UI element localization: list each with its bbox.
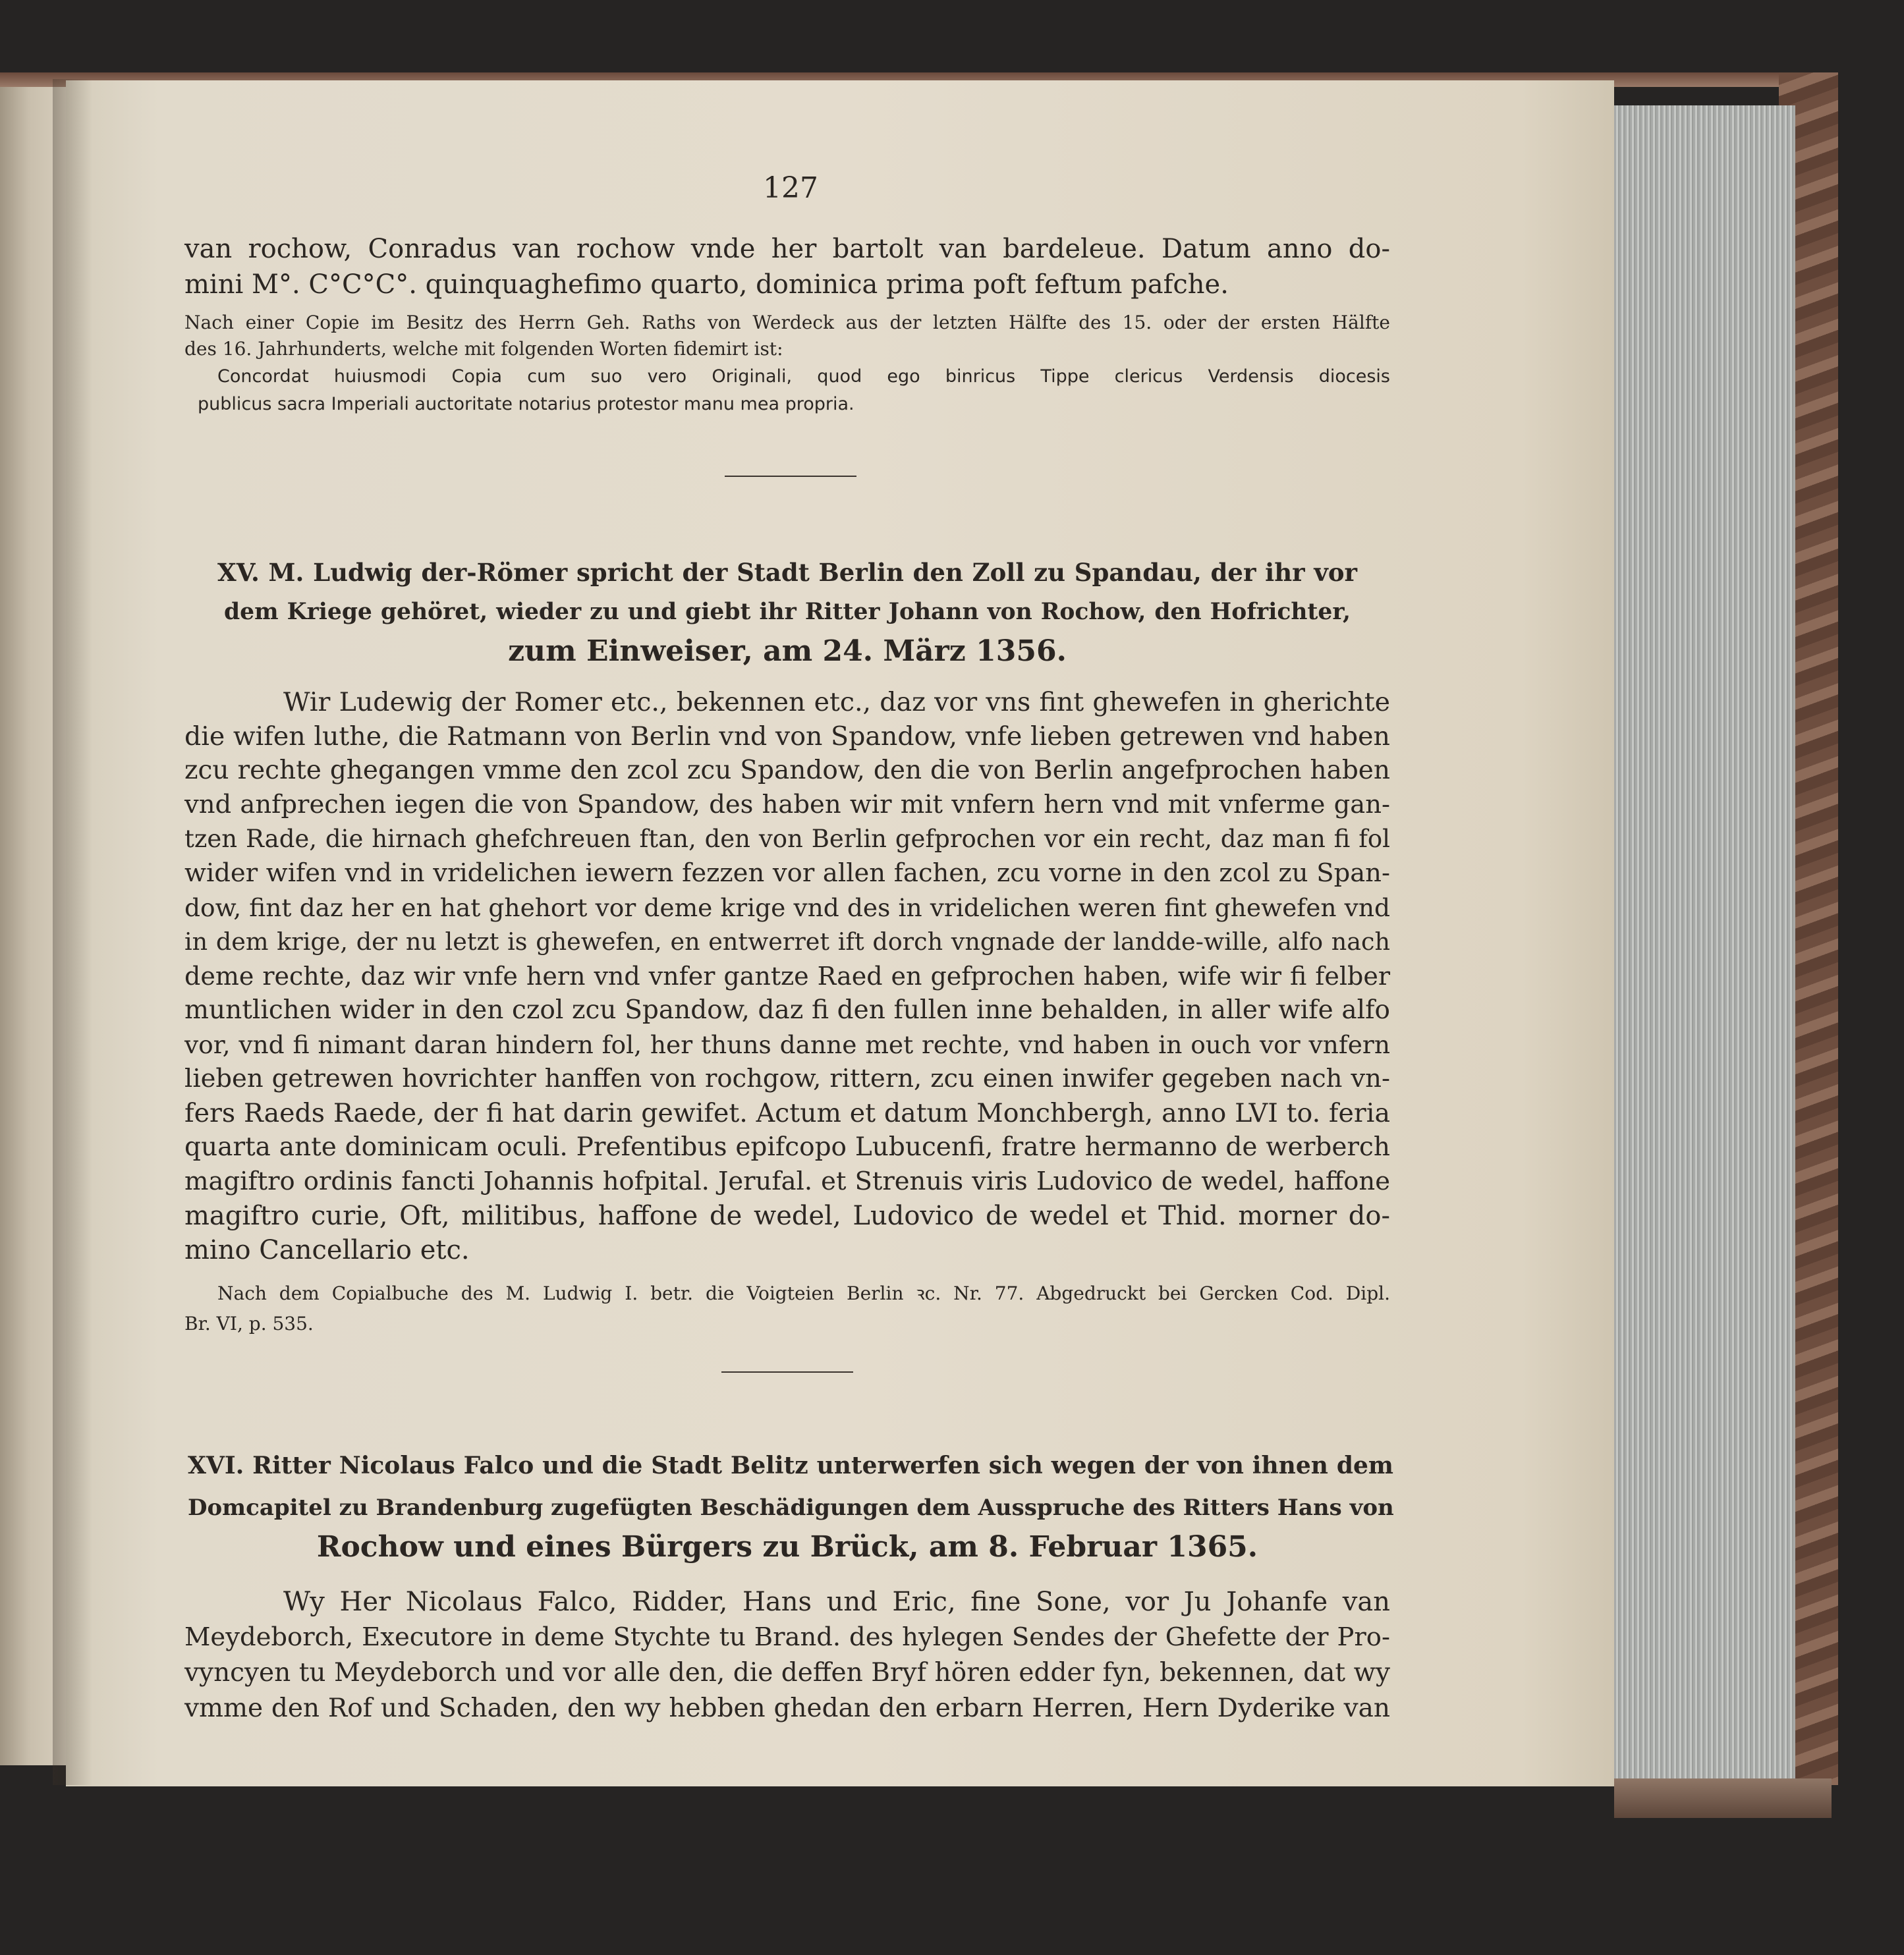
text-line: deme rechte, daz wir vnfe hern vnd vnfer gantze Raed en gefprochen haben, wife wir fi felber	[184, 962, 1390, 991]
section-heading: XV. M. Ludwig der-Römer spricht der Stadt Berlin den Zoll zu Spandau, der ihr vor	[217, 558, 1357, 587]
text-line: in dem krige, der nu letzt is ghewefen, en entwerret ift dorch vngnade der landde-wille, alfo nach	[184, 927, 1390, 956]
section-heading: Domcapitel zu Brandenburg zugefügten Beschädigungen dem Ausspruche des Ritters Hans von	[188, 1495, 1394, 1521]
text-line: lieben getrewen hovrichter hanffen von rochgow, rittern, zcu einen inwifer gegeben nach vn-	[184, 1064, 1390, 1093]
text-line: Wir Ludewig der Romer etc., bekennen etc., daz vor vns fint ghewefen in gherichte	[283, 687, 1390, 717]
text-line: vnd anfprechen iegen die von Spandow, des haben wir mit vnfern hern vnd mit vnferme gan-	[184, 790, 1390, 819]
section-divider	[725, 476, 856, 477]
text-line: van rochow, Conradus van rochow vnde her bartolt van bardeleue. Datum anno do-	[184, 234, 1390, 264]
section-heading: zum Einweiser, am 24. März 1356.	[508, 634, 1067, 668]
text-line: wider wifen vnd in vridelichen iewern fezzen vor allen fachen, zcu vorne in den zcol zu Span-	[184, 858, 1390, 888]
text-line: mino Cancellario etc.	[184, 1235, 470, 1265]
text-line: quarta ante dominicam oculi. Prefentibus epifcopo Lubucenfi, fratre hermanno de werberch	[184, 1132, 1390, 1162]
text-line: tzen Rade, die hirnach ghefchreuen ftan, den von Berlin gefprochen vor ein recht, daz man fi fol	[184, 825, 1390, 853]
footnote-line: Br. VI, p. 535.	[184, 1313, 314, 1335]
text-line: die wifen luthe, die Ratmann von Berlin vnd von Spandow, vnfe lieben getrewen vnd haben	[184, 721, 1390, 752]
text-line: Meydeborch, Executore in deme Stychte tu Brand. des hylegen Sendes der Ghefette der Pro-	[184, 1622, 1390, 1652]
page-stack-edge	[1614, 105, 1795, 1805]
book-bottom-edge	[1614, 1778, 1832, 1818]
text-line: magiftro ordinis fancti Johannis hofpital. Jerufal. et Strenuis viris Ludovico de wedel, haffone	[184, 1167, 1390, 1196]
section-heading: Rochow und eines Bürgers zu Brück, am 8. Februar 1365.	[316, 1530, 1258, 1564]
footnote-line: Concordat huiusmodi Copia cum suo vero Originali, quod ego binricus Tippe clericus Verdensis diocesis	[217, 366, 1390, 387]
text-line: mini M°. C°C°C°. quinquaghefimo quarto, dominica prima poft feftum pafche.	[184, 269, 1229, 300]
footnote-line: Nach dem Copialbuche des M. Ludwig I. betr. die Voigteien Berlin ꝛc. Nr. 77. Abgedruckt bei Gercken Cod. Dipl.	[217, 1282, 1390, 1304]
section-heading: dem Kriege gehöret, wieder zu und giebt ihr Ritter Johann von Rochow, den Hofrichter,	[224, 599, 1351, 625]
gutter-shadow	[53, 79, 92, 1785]
text-line: vmme den Rof und Schaden, den wy hebben ghedan den erbarn Herren, Hern Dyderike van	[184, 1693, 1390, 1723]
footnote-line: des 16. Jahrhunderts, welche mit folgenden Worten fidemirt ist:	[184, 338, 783, 360]
section-divider	[721, 1371, 853, 1373]
page-number: 127	[763, 171, 818, 205]
text-line: vyncyen tu Meydeborch und vor alle den, die deffen Bryf hören edder fyn, bekennen, dat wy	[184, 1658, 1390, 1688]
text-line: zcu rechte ghegangen vmme den zcol zcu Spandow, den die von Berlin angefprochen haben	[184, 756, 1390, 785]
text-line: vor, vnd fi nimant daran hindern fol, her thuns danne met rechte, vnd haben in ouch vor vnfern	[184, 1030, 1390, 1059]
text-line: dow, fint daz her en hat ghehort vor deme krige vnd des in vridelichen weren fint ghewefen vnd	[184, 893, 1390, 922]
footnote-line: Nach einer Copie im Besitz des Herrn Geh. Raths von Werdeck aus der letzten Hälfte des 15. oder der ersten Hälfte	[184, 312, 1390, 333]
section-heading: XVI. Ritter Nicolaus Falco und die Stadt Belitz unterwerfen sich wegen der von ihnen dem	[188, 1452, 1393, 1479]
text-line: muntlichen wider in den czol zcu Spandow, daz fi den fullen inne behalden, in aller wife alfo	[184, 995, 1390, 1025]
text-line: fers Raeds Raede, der fi hat darin gewifet. Actum et datum Monchbergh, anno LVI to. feria	[184, 1098, 1390, 1128]
footnote-line: publicus sacra Imperiali auctoritate notarius protestor manu mea propria.	[198, 394, 854, 414]
text-line: magiftro curie, Oft, militibus, haffone de wedel, Ludovico de wedel et Thid. morner do-	[184, 1201, 1390, 1231]
text-line: Wy Her Nicolaus Falco, Ridder, Hans und Eric, fine Sone, vor Ju Johanfe van	[283, 1587, 1390, 1617]
